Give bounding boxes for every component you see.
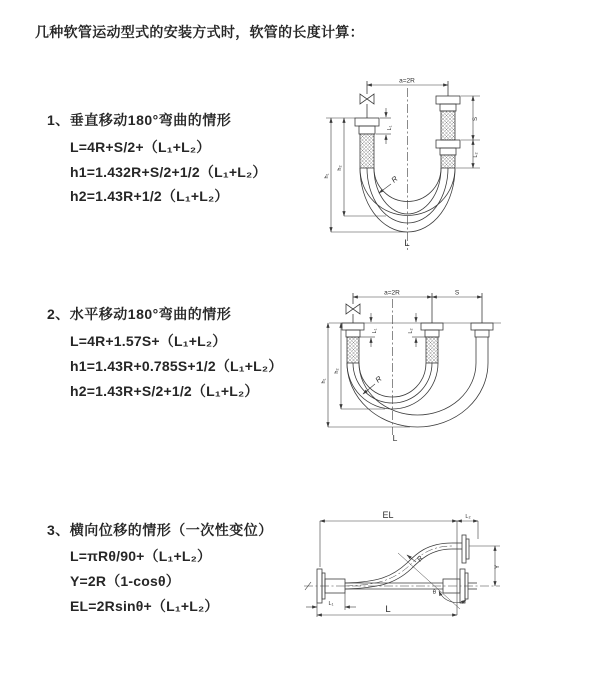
radius-label: R [416,554,425,564]
dim-label-a2r: a=2R [384,289,400,297]
hose-drawing [329,293,501,435]
section-3-heading: 3、横向位移的情形（一次性变位） [47,522,273,538]
dim-label-a2r: a=2R [399,77,415,85]
moving-end-fitting-pos1 [421,293,443,363]
dim-label-h2: h₂ [334,368,340,374]
fixed-end-fitting [355,118,379,168]
u-bend-arcs [347,363,488,427]
length-label: L [392,433,398,443]
valve-icon [360,81,374,118]
hose-drawing [355,81,460,250]
dim-label-s: S [454,289,460,297]
moving-end-fitting [436,81,460,168]
section-1-formula-h1: h1=1.432R+S/2+1/2（L₁+L₂） [70,164,267,180]
dimension-lines [306,521,500,617]
valve-icon [346,293,360,323]
section-3-formula-y: Y=2R（1-cosθ） [70,573,180,589]
section-3-formula-l: L=πRθ/90+（L₁+L₂） [70,548,212,564]
angle-label: θ [432,590,436,596]
dimension-labels [321,290,460,444]
top-flange [452,535,469,563]
radius-label: R [373,374,384,385]
dim-label-h1: h₁ [324,173,330,179]
dim-label-l1: L₁ [328,601,334,607]
moving-end-fitting-pos2 [471,293,493,363]
dim-label-l1: L₁ [372,328,378,334]
dim-label-l2: L₂ [408,328,414,334]
section-3-formula-el: EL=2Rsinθ+（L₁+L₂） [70,598,219,614]
section-2-heading: 2、水平移动180°弯曲的情形 [47,306,232,322]
section-1-formula-l: L=4R+S/2+（L₁+L₂） [70,139,211,155]
page-title: 几种软管运动型式的安装方式时，软管的长度计算： [35,24,364,40]
length-label: L [404,238,410,249]
dim-label-h1: h₁ [321,378,327,384]
dim-label-l2: L₂ [473,152,479,158]
angle-construction-line [398,553,460,609]
fixed-end-fitting [342,323,364,363]
section-2-formula-l: L=4R+1.57S+（L₁+L₂） [70,333,227,349]
diagram-vertical-180-bend [310,70,500,260]
dim-label-s: S [473,116,479,122]
displaced-hose-curve [345,543,452,589]
dimension-labels [324,78,479,250]
radius-label: R [389,174,400,185]
dimension-lines [326,85,480,232]
dim-label-h2: h₂ [337,165,343,171]
dim-label-l1: L₁ [387,125,393,131]
length-label: L [385,604,391,615]
section-1-formula-h2: h2=1.43R+1/2（L₁+L₂） [70,188,229,204]
dim-label-y: Y [494,564,501,570]
section-2-formula-h2: h2=1.43R+S/2+1/2（L₁+L₂） [70,383,259,399]
dimension-labels [329,510,501,615]
diagram-lateral-displacement [300,503,510,631]
section-2-formula-h1: h1=1.43R+0.785S+1/2（L₁+L₂） [70,358,283,374]
dim-label-el: EL [382,510,394,520]
section-1-heading: 1、垂直移动180°弯曲的情形 [47,112,232,128]
dim-label-l2: L₂ [465,514,471,520]
diagram-horizontal-180-bend [315,283,510,451]
